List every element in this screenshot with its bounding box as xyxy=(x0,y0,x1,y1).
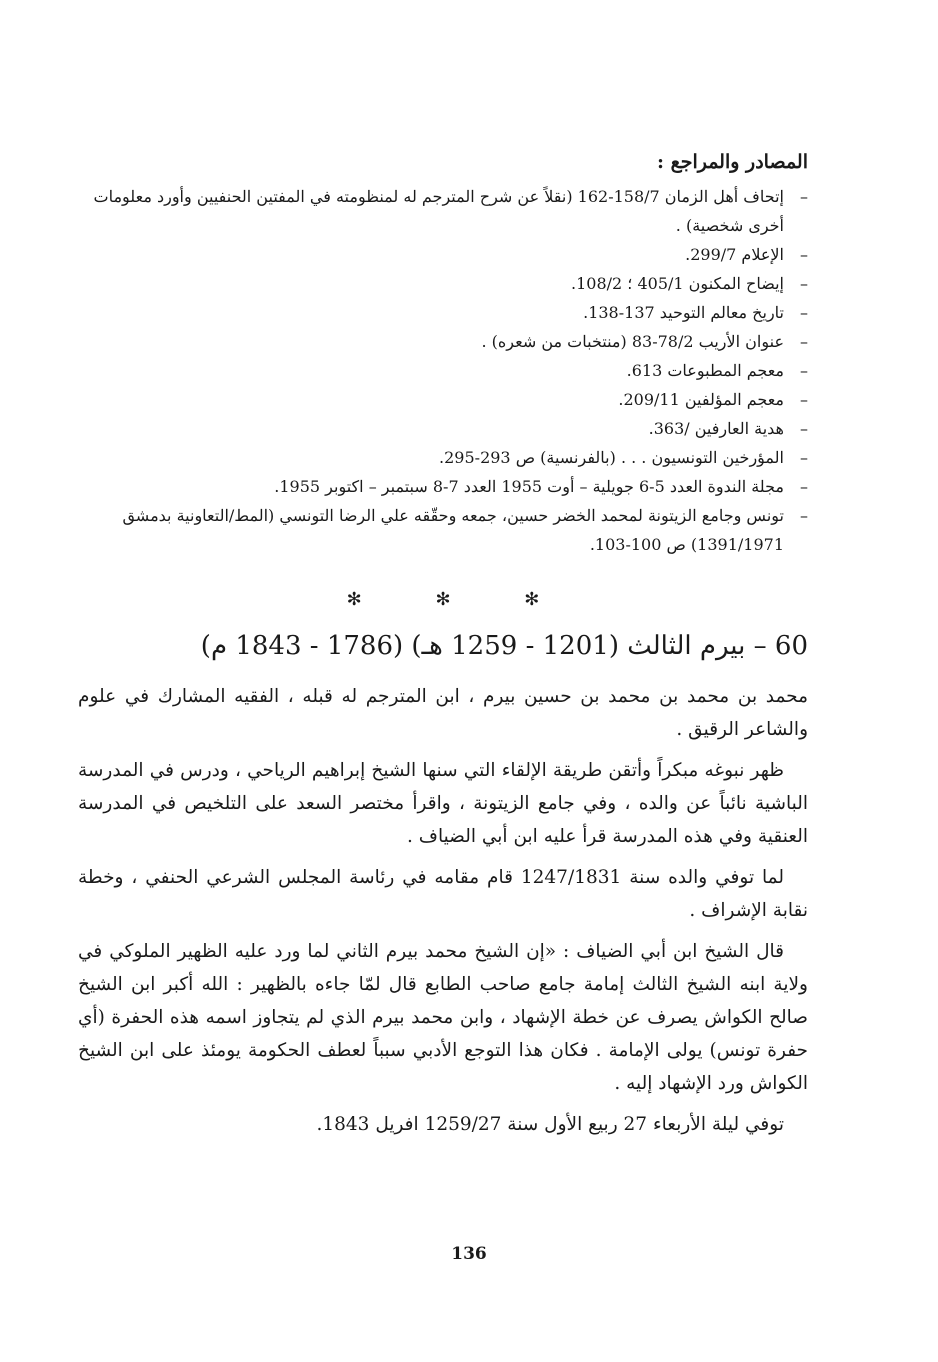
list-dash: – xyxy=(800,448,808,467)
page-number: 136 xyxy=(451,1244,487,1264)
entry-paragraph: محمد بن محمد بن محمد بن حسين بيرم ، ابن المترجم له قبله ، الفقيه المشارك في علوم والشاعر الرقيق . xyxy=(78,686,808,740)
list-item xyxy=(78,269,808,298)
source-text: المؤرخين التونسيون . . . (بالفرنسية) ص 293-295. xyxy=(439,448,784,467)
source-text: معجم المؤلفين 209/11. xyxy=(618,390,784,409)
list-item xyxy=(78,356,808,385)
list-dash: – xyxy=(800,332,808,351)
section-separator: ✻ ✻ ✻ xyxy=(346,589,574,610)
list-dash: – xyxy=(800,506,808,525)
list-dash: – xyxy=(800,245,808,264)
source-text: عنوان الأريب 78/2-83 (منتخبات من شعره) . xyxy=(481,332,784,351)
list-item xyxy=(78,501,808,559)
source-text: إتحاف أهل الزمان 158/7-162 (نقلاً عن شرح المترجم له لمنظومته في المفتين الحنفيين وأورد معلومات أخرى شخصية) . xyxy=(93,187,784,235)
list-dash: – xyxy=(800,274,808,293)
list-dash: – xyxy=(800,419,808,438)
list-item xyxy=(78,298,808,327)
entry-paragraph: ظهر نبوغه مبكراً وأتقن طريقة الإلقاء التي سنها الشيخ إبراهيم الرياحي ، ودرس في المدرسة الباشية نائباً عن والده ، وفي جامع الزيتونة ، واقرأ مختصر السعد على التلخيص في المدرسة العنقية وفي هذه المدرسة قرأ عليه ابن أبي الضياف . xyxy=(78,760,808,847)
list-dash: – xyxy=(800,477,808,496)
list-dash: – xyxy=(800,361,808,380)
list-item xyxy=(78,240,808,269)
list-dash: – xyxy=(800,303,808,322)
list-item xyxy=(78,414,808,443)
list-dash: – xyxy=(800,187,808,206)
source-text: مجلة الندوة العدد 5-6 جويلية – أوت 1955 العدد 7-8 سبتمبر – اكتوبر 1955. xyxy=(274,477,784,496)
entry-paragraph: توفي ليلة الأربعاء 27 ربيع الأول سنة 1259/27 افريل 1843. xyxy=(316,1114,784,1135)
sources-list xyxy=(78,182,808,559)
page-content xyxy=(78,148,808,1149)
source-text: تاريخ معالم التوحيد 137-138. xyxy=(583,303,784,322)
source-text: إيضاح المكنون 405/1 ؛ 108/2. xyxy=(571,274,784,293)
list-item xyxy=(78,327,808,356)
list-item xyxy=(78,182,808,240)
source-text: هدية العارفين /363. xyxy=(648,419,784,438)
list-item xyxy=(78,443,808,472)
list-dash: – xyxy=(800,390,808,409)
entry-heading: 60 – بيرم الثالث (1201 - 1259 هـ) (1786 - 1843 م) xyxy=(200,631,808,661)
source-text: معجم المطبوعات 613. xyxy=(626,361,784,380)
entry-paragraph: لما توفي والده سنة 1247/1831 قام مقامه في رئاسة المجلس الشرعي الحنفي ، وخطة نقابة الإشراف . xyxy=(78,867,808,921)
list-item xyxy=(78,385,808,414)
entry-paragraph: قال الشيخ ابن أبي الضياف : «إن الشيخ محمد بيرم الثاني لما ورد عليه الظهير الملوكي في ولاية ابنه الشيخ الثالث إمامة جامع صاحب الطابع قال لمّا جاءه بالظهير : الله أكبر ابن الشيخ صالح الكواش يصرف عن خطة الإشهاد ، وابن محمد بيرم الذي لم يتجاوز اسمه هذه الحفرة (أي حفرة تونس) يولى الإمامة . فكان هذا التوجع الأدبي سبباً لعطف الحكومة يومئذ على ابن الشيخ الكواش ورد الإشهاد إليه . xyxy=(78,941,808,1094)
list-item xyxy=(78,472,808,501)
source-text: تونس وجامع الزيتونة لمحمد الخضر حسين، جمعه وحقّقه علي الرضا التونسي (المط/التعاونية بدمشق 1391/1971) ص 100-103. xyxy=(122,506,784,554)
source-text: الإعلام 299/7. xyxy=(685,245,784,264)
sources-title: المصادر والمراجع : xyxy=(656,151,808,173)
